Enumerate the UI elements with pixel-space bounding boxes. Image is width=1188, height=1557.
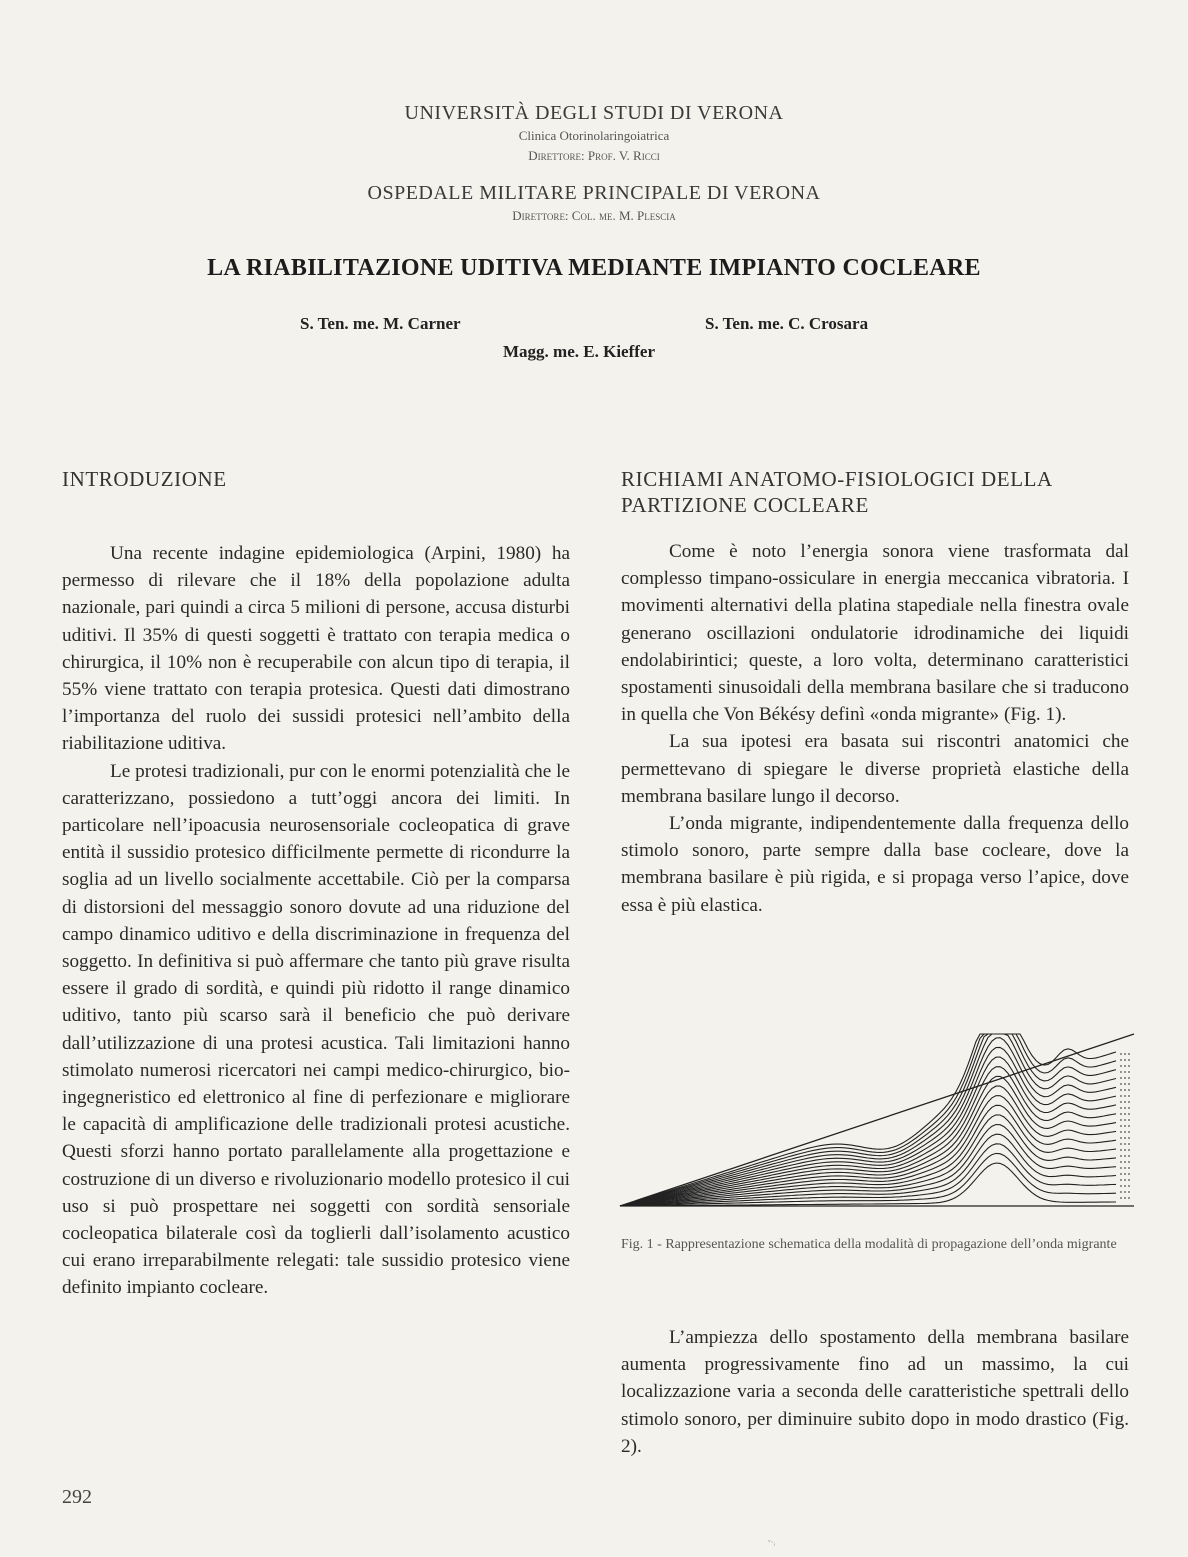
author-kieffer: Magg. me. E. Kieffer [503, 342, 655, 361]
intro-paragraph-1: Una recente indagine epidemiologica (Arpini, 1980) ha permesso di rilevare che il 18% della popolazione adulta nazionale, pari quindi a circa 5 milioni di persone, accusa disturbi uditivi. Il 35% di questi soggetti è trattato con terapia medica o chirurgica, il 10% non è recuperabile con alcun tipo di terapia, il 55% viene trattato con terapia protesica. Questi dati dimostrano l’importanza del ruolo dei sussidi protesici nell’ambito della riabilitazione uditiva. [62, 543, 570, 755]
intro-paragraph-2: Le protesi tradizionali, pur con le enormi potenzialità che le caratterizzano, possiedono a tutt’oggi ancora dei limiti. In particolare nell’ipoacusia neurosensoriale cocleopatica di grave entità il sussidio protesico difficilmente permette di ricondurre la soglia ad un livello socialmente accettabile. Ciò per la comparsa di distorsioni del messaggio sonoro dovute ad una riduzione del campo dinamico uditivo e della discriminazione in frequenza del soggetto. In definitiva si può affermare che tanto più grave risulta essere il grado di sordità, e quindi più ridotto il range dinamico uditivo, tanto più scarso sarà il beneficio che può derivare dall’utilizzazione di una protesi acustica. Tali limitazioni hanno stimolato numerosi ricercatori nei campi medico-chirurgico, bio-ingegneristico ed elettronico al fine di perfezionare e migliorare le capacità di amplificazione delle tradizionali protesi acustiche. Questi sforzi hanno portato parallelamente alla progettazione e costruzione di un diverso e rivoluzionario modello protesico il cui uso si può prospettare nei soggetti con sordità sensoriale cocleopatica bilaterale così da toglierli dall’isolamento acustico cui erano irreparabilmente relegati: tale sussidio protesico viene definito impianto cocleare. [62, 760, 570, 1299]
anatomy-paragraph-3: L’onda migrante, indipendentemente dalla frequenza dello stimolo sonoro, parte sempre dalla base cocleare, dove la membrana basilare è più rigida, e si propaga verso l’apice, dove essa è più elastica. [621, 813, 1129, 916]
section-heading-richiami: RICHIAMI ANATOMO-FISIOLOGICI DELLA PARTIZIONE COCLEARE [621, 467, 1052, 517]
institution-2-director: Direttore: Col. me. M. Plescia [512, 208, 676, 223]
anatomy-paragraph-4: L’ampiezza dello spostamento della membrana basilare aumenta progressivamente fino ad un massimo, la cui localizzazione varia a seconda delle caratteristiche spettrali dello stimolo sonoro, per diminuire subito dopo in modo drastico (Fig. 2). [621, 1327, 1129, 1457]
right-column-continued [621, 1324, 1129, 1460]
left-column [62, 466, 570, 1302]
institution-1-clinic: Clinica Otorinolaringoiatrica [518, 128, 670, 143]
author-crosara: S. Ten. me. C. Crosara [705, 314, 869, 333]
institution-1-name: UNIVERSITÀ DEGLI STUDI DI VERONA [404, 102, 784, 124]
page-number: 292 [62, 1486, 92, 1508]
figure-1-caption-block [621, 1236, 1129, 1253]
institution-2-name: OSPEDALE MILITARE PRINCIPALE DI VERONA [367, 182, 821, 204]
wave-line [620, 1057, 1116, 1206]
stray-mark: ᵛ·ᵢ [768, 1537, 776, 1547]
article-title: LA RIABILITAZIONE UDITIVA MEDIANTE IMPIANTO COCLEARE [207, 255, 981, 281]
anatomy-paragraph-2: La sua ipotesi era basata sui riscontri anatomici che permettevano di spiegare le diverse proprietà elastiche della membrana basilare lungo il decorso. [621, 731, 1129, 807]
figure-1-caption: Fig. 1 - Rappresentazione schematica della modalità di propagazione dell’onda migrante [621, 1237, 1117, 1252]
wave-tick-marks [1120, 1054, 1132, 1198]
institution-1-director: Direttore: Prof. V. Ricci [528, 148, 660, 163]
figure-top-edge [620, 1034, 1134, 1206]
anatomy-paragraph-1: Come è noto l’energia sonora viene trasformata dal complesso timpano-ossiculare in energia meccanica vibratoria. I movimenti alternativi della platina stapediale nella finestra ovale generano oscillazioni ondulatorie idrodinamiche dei liquidi endolabirintici; queste, a loro volta, determinano caratteristici spostamenti sinusoidali della membrana basilare che si traducono in quella che Von Békésy definì «onda migrante» (Fig. 1). [621, 541, 1129, 726]
travelling-wave-figure [616, 1030, 1140, 1216]
author-carner: S. Ten. me. M. Carner [300, 314, 461, 333]
wave-lines [620, 1034, 1116, 1206]
right-column [621, 466, 1129, 919]
section-heading-introduzione: INTRODUZIONE [62, 467, 227, 491]
